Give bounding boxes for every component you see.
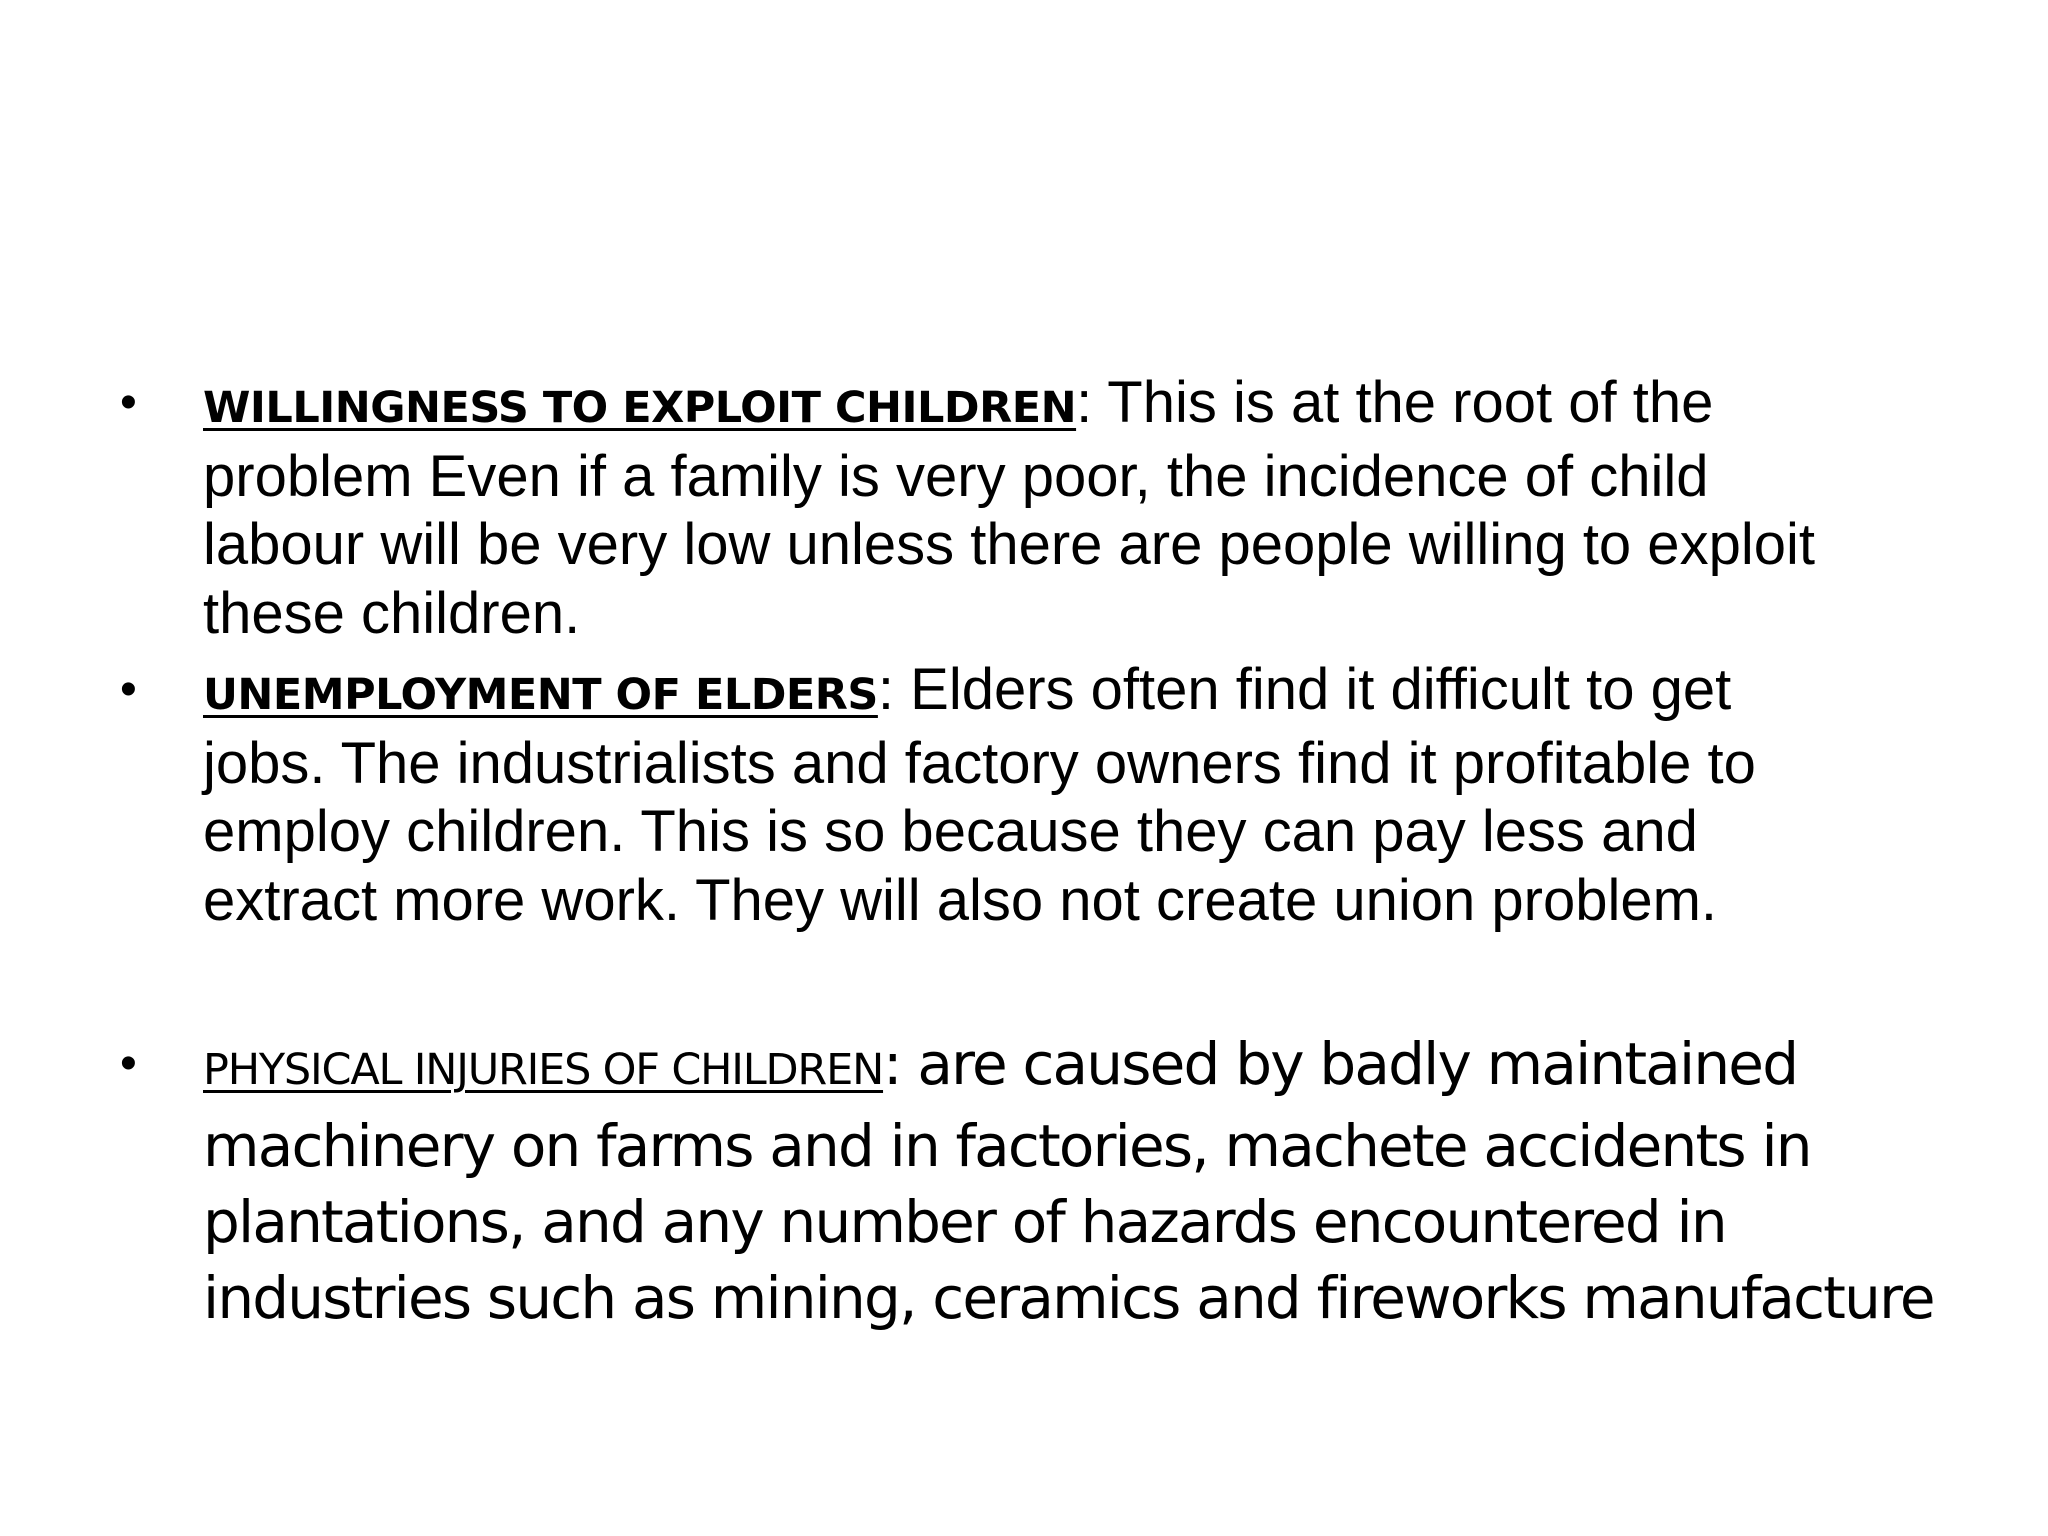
bullet-line [203, 369, 2003, 443]
bullet-line: machinery on farms and in factories, machete accidents in [203, 1112, 1811, 1180]
bullet-text [203, 369, 2003, 648]
bullet-marker: • [120, 376, 137, 429]
bullet-line: jobs. The industrialists and factory owners find it profitable to [203, 730, 1756, 796]
bullet-line: industries such as mining, ceramics and fireworks manufacture [203, 1264, 1934, 1332]
bullet-line: problem Even if a family is very poor, the incidence of child [203, 443, 1709, 509]
heading-separator: : [883, 1030, 901, 1098]
bullet-line-text: This is at the root of the [1092, 370, 1714, 435]
bullet-marker: • [120, 1037, 137, 1090]
bullet-text [203, 1026, 2003, 1336]
bullet-line: these children. [203, 580, 581, 646]
bullet-line: employ children. This is so because they can pay less and [203, 799, 1698, 864]
bullet-line: labour will be very low unless there are people willing to exploit [203, 512, 1815, 577]
bullet-heading: WILLINGNESS TO EXPLOIT CHILDREN [203, 383, 1077, 433]
heading-separator: : [1076, 370, 1093, 435]
bullet-line-text: are caused by badly maintained [900, 1030, 1798, 1098]
heading-separator: : [877, 657, 895, 722]
bullet-line: plantations, and any number of hazards encountered in [203, 1188, 1726, 1256]
bullet-text [203, 656, 2003, 935]
bullet-line [203, 656, 2003, 730]
bullet-line: extract more work. They will also not create union problem. [203, 867, 1718, 933]
bullet-heading: UNEMPLOYMENT OF ELDERS [203, 670, 878, 720]
bullet-marker: • [120, 663, 137, 716]
bullet-heading: PHYSICAL INJURIES OF CHILDREN [203, 1045, 884, 1095]
bullet-line [203, 1026, 2003, 1108]
bullet-line-text: Elders often find it difficult to get [894, 657, 1732, 722]
